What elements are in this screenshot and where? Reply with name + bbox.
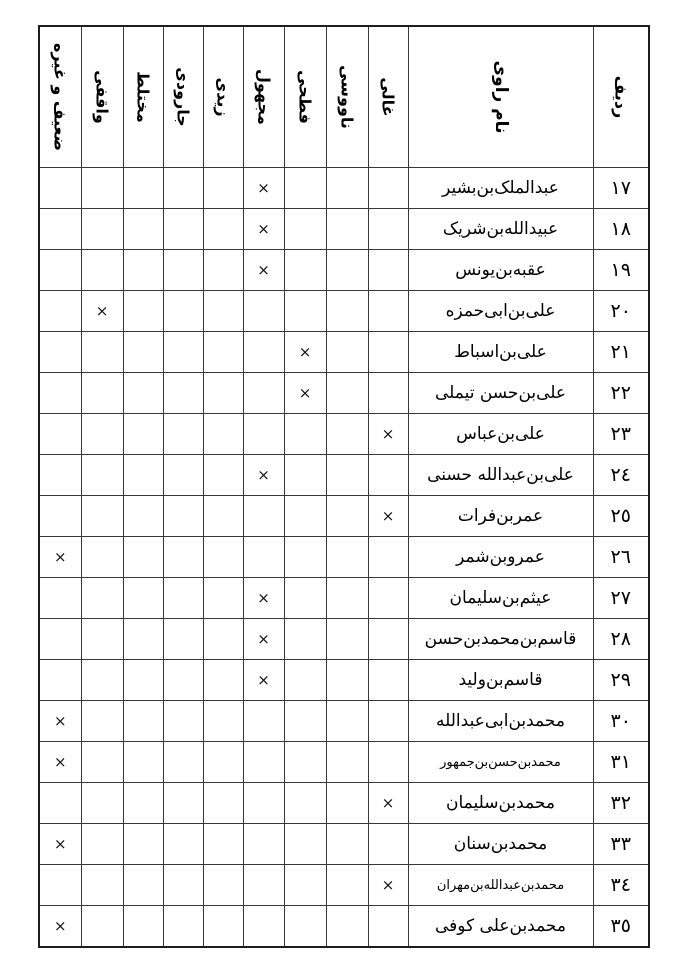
x-mark-cell: × <box>39 906 81 948</box>
row-number-cell: ٣١ <box>593 742 649 783</box>
header-row <box>39 26 649 168</box>
table-row <box>39 619 649 660</box>
empty-mark-cell <box>81 414 123 455</box>
table-row <box>39 742 649 783</box>
empty-mark-cell <box>243 824 284 865</box>
empty-mark-cell <box>203 168 243 209</box>
x-mark-cell: × <box>243 660 284 701</box>
empty-mark-cell <box>284 250 326 291</box>
narrator-name-cell: علی‌بن‌اسباط <box>408 332 593 373</box>
empty-mark-cell <box>123 168 163 209</box>
column-header-fathi-label: فطحی <box>295 70 315 124</box>
narrator-name-cell: عیثم‌بن‌سلیمان <box>408 578 593 619</box>
empty-mark-cell <box>326 660 368 701</box>
empty-mark-cell <box>39 414 81 455</box>
empty-mark-cell <box>81 701 123 742</box>
empty-mark-cell <box>243 373 284 414</box>
empty-mark-cell <box>123 332 163 373</box>
empty-mark-cell <box>123 824 163 865</box>
empty-mark-cell <box>123 783 163 824</box>
narrator-name-cell: عقبه‌بن‌یونس <box>408 250 593 291</box>
empty-mark-cell <box>284 578 326 619</box>
narrator-name-cell: محمدبن‌علی کوفی <box>408 906 593 948</box>
empty-mark-cell <box>203 824 243 865</box>
table-row <box>39 701 649 742</box>
table-row <box>39 291 649 332</box>
column-header-vaqefi <box>81 26 123 168</box>
empty-mark-cell <box>368 209 408 250</box>
empty-mark-cell <box>368 332 408 373</box>
row-number-cell: ٣٠ <box>593 701 649 742</box>
narrator-name-cell: محمدبن‌ابی‌عبدالله <box>408 701 593 742</box>
empty-mark-cell <box>39 660 81 701</box>
table-row <box>39 332 649 373</box>
narrator-name-cell: محمدبن‌عبدالله‌بن‌مهران <box>408 865 593 906</box>
empty-mark-cell <box>123 455 163 496</box>
empty-mark-cell <box>368 619 408 660</box>
table-row <box>39 209 649 250</box>
empty-mark-cell <box>81 209 123 250</box>
empty-mark-cell <box>326 291 368 332</box>
row-number-cell: ٣٣ <box>593 824 649 865</box>
empty-mark-cell <box>163 701 203 742</box>
empty-mark-cell <box>284 619 326 660</box>
empty-mark-cell <box>123 496 163 537</box>
row-number-cell: ٢٤ <box>593 455 649 496</box>
empty-mark-cell <box>203 906 243 948</box>
empty-mark-cell <box>163 578 203 619</box>
empty-mark-cell <box>203 250 243 291</box>
empty-mark-cell <box>243 332 284 373</box>
table-row <box>39 496 649 537</box>
empty-mark-cell <box>163 783 203 824</box>
x-mark-cell: × <box>368 496 408 537</box>
empty-mark-cell <box>123 742 163 783</box>
empty-mark-cell <box>81 619 123 660</box>
empty-mark-cell <box>123 373 163 414</box>
empty-mark-cell <box>284 824 326 865</box>
empty-mark-cell <box>326 619 368 660</box>
x-mark-cell: × <box>243 209 284 250</box>
narrator-name-cell: محمدبن‌سنان <box>408 824 593 865</box>
empty-mark-cell <box>163 414 203 455</box>
narrator-name-cell: علی‌بن‌ابی‌حمزه <box>408 291 593 332</box>
narrator-name-cell: قاسم‌بن‌محمدبن‌حسن <box>408 619 593 660</box>
empty-mark-cell <box>163 455 203 496</box>
empty-mark-cell <box>368 537 408 578</box>
empty-mark-cell <box>368 824 408 865</box>
empty-mark-cell <box>81 332 123 373</box>
table-row <box>39 373 649 414</box>
x-mark-cell: × <box>39 537 81 578</box>
empty-mark-cell <box>284 168 326 209</box>
column-header-zaeef-label: ضعیف و غیره <box>50 42 70 152</box>
column-header-narrator-name <box>408 26 593 168</box>
empty-mark-cell <box>81 455 123 496</box>
empty-mark-cell <box>39 865 81 906</box>
row-number-cell: ١٩ <box>593 250 649 291</box>
empty-mark-cell <box>368 455 408 496</box>
empty-mark-cell <box>284 291 326 332</box>
column-header-jarudi-label: جارودی <box>173 67 193 127</box>
x-mark-cell: × <box>39 824 81 865</box>
table-row <box>39 865 649 906</box>
empty-mark-cell <box>39 209 81 250</box>
empty-mark-cell <box>203 455 243 496</box>
empty-mark-cell <box>203 660 243 701</box>
empty-mark-cell <box>39 619 81 660</box>
x-mark-cell: × <box>243 455 284 496</box>
empty-mark-cell <box>326 578 368 619</box>
empty-mark-cell <box>284 660 326 701</box>
empty-mark-cell <box>123 906 163 948</box>
row-number-cell: ١٧ <box>593 168 649 209</box>
empty-mark-cell <box>163 660 203 701</box>
column-header-ghali-label: غالی <box>378 77 398 117</box>
column-header-vaqefi-label: واقفی <box>92 70 112 124</box>
column-header-zaydi <box>203 26 243 168</box>
empty-mark-cell <box>326 250 368 291</box>
empty-mark-cell <box>123 537 163 578</box>
row-number-cell: ٢٨ <box>593 619 649 660</box>
empty-mark-cell <box>203 209 243 250</box>
empty-mark-cell <box>81 865 123 906</box>
empty-mark-cell <box>163 373 203 414</box>
row-number-cell: ٣٥ <box>593 906 649 948</box>
empty-mark-cell <box>284 455 326 496</box>
x-mark-cell: × <box>284 332 326 373</box>
empty-mark-cell <box>243 496 284 537</box>
empty-mark-cell <box>326 373 368 414</box>
empty-mark-cell <box>326 496 368 537</box>
empty-mark-cell <box>203 701 243 742</box>
empty-mark-cell <box>203 865 243 906</box>
empty-mark-cell <box>243 537 284 578</box>
column-header-navusi <box>326 26 368 168</box>
empty-mark-cell <box>326 865 368 906</box>
empty-mark-cell <box>326 701 368 742</box>
empty-mark-cell <box>163 906 203 948</box>
empty-mark-cell <box>123 865 163 906</box>
row-number-cell: ٢٥ <box>593 496 649 537</box>
empty-mark-cell <box>81 168 123 209</box>
empty-mark-cell <box>243 906 284 948</box>
empty-mark-cell <box>326 824 368 865</box>
empty-mark-cell <box>163 537 203 578</box>
table-row <box>39 455 649 496</box>
empty-mark-cell <box>203 537 243 578</box>
empty-mark-cell <box>123 250 163 291</box>
x-mark-cell: × <box>243 619 284 660</box>
empty-mark-cell <box>368 250 408 291</box>
empty-mark-cell <box>39 578 81 619</box>
narrator-name-cell: عبیدالله‌بن‌شریک <box>408 209 593 250</box>
empty-mark-cell <box>326 783 368 824</box>
table-row <box>39 250 649 291</box>
x-mark-cell: × <box>39 701 81 742</box>
empty-mark-cell <box>203 496 243 537</box>
empty-mark-cell <box>203 783 243 824</box>
empty-mark-cell <box>203 373 243 414</box>
x-mark-cell: × <box>284 373 326 414</box>
empty-mark-cell <box>203 414 243 455</box>
x-mark-cell: × <box>243 250 284 291</box>
column-header-navusi-label: ناووسی <box>337 65 357 129</box>
column-header-zaydi-label: زیدی <box>213 77 233 117</box>
x-mark-cell: × <box>368 783 408 824</box>
narrator-name-cell: عمروبن‌شمر <box>408 537 593 578</box>
column-header-row-number <box>593 26 649 168</box>
empty-mark-cell <box>243 414 284 455</box>
narrator-name-cell: قاسم‌بن‌ولید <box>408 660 593 701</box>
narrator-name-cell: محمدبن‌حسن‌بن‌جمهور <box>408 742 593 783</box>
empty-mark-cell <box>368 291 408 332</box>
empty-mark-cell <box>284 906 326 948</box>
column-header-fathi <box>284 26 326 168</box>
table-row <box>39 824 649 865</box>
empty-mark-cell <box>326 906 368 948</box>
empty-mark-cell <box>39 783 81 824</box>
x-mark-cell: × <box>243 168 284 209</box>
empty-mark-cell <box>123 660 163 701</box>
empty-mark-cell <box>39 373 81 414</box>
empty-mark-cell <box>81 660 123 701</box>
empty-mark-cell <box>81 250 123 291</box>
row-number-cell: ٢١ <box>593 332 649 373</box>
row-number-cell: ٢٦ <box>593 537 649 578</box>
empty-mark-cell <box>81 824 123 865</box>
narrator-name-cell: عبدالملک‌بن‌بشیر <box>408 168 593 209</box>
empty-mark-cell <box>243 865 284 906</box>
table-body <box>39 168 649 948</box>
column-header-majhul <box>243 26 284 168</box>
empty-mark-cell <box>203 291 243 332</box>
table-row <box>39 168 649 209</box>
empty-mark-cell <box>284 496 326 537</box>
row-number-cell: ٢٩ <box>593 660 649 701</box>
empty-mark-cell <box>326 414 368 455</box>
row-number-cell: ٢٣ <box>593 414 649 455</box>
row-number-cell: ٢٧ <box>593 578 649 619</box>
empty-mark-cell <box>326 168 368 209</box>
table-row <box>39 578 649 619</box>
empty-mark-cell <box>284 865 326 906</box>
empty-mark-cell <box>123 414 163 455</box>
empty-mark-cell <box>123 619 163 660</box>
column-header-mokhtalet <box>123 26 163 168</box>
narrator-name-cell: علی‌بن‌عباس <box>408 414 593 455</box>
empty-mark-cell <box>81 783 123 824</box>
narrator-name-cell: محمدبن‌سلیمان <box>408 783 593 824</box>
empty-mark-cell <box>39 168 81 209</box>
row-number-cell: ٢٢ <box>593 373 649 414</box>
empty-mark-cell <box>243 291 284 332</box>
narrator-name-cell: عمربن‌فرات <box>408 496 593 537</box>
empty-mark-cell <box>163 168 203 209</box>
empty-mark-cell <box>368 578 408 619</box>
x-mark-cell: × <box>368 865 408 906</box>
empty-mark-cell <box>39 455 81 496</box>
empty-mark-cell <box>203 578 243 619</box>
empty-mark-cell <box>39 291 81 332</box>
empty-mark-cell <box>326 455 368 496</box>
empty-mark-cell <box>81 578 123 619</box>
column-header-majhul-label: مجهول <box>254 69 273 125</box>
empty-mark-cell <box>284 742 326 783</box>
empty-mark-cell <box>368 906 408 948</box>
column-header-zaeef <box>39 26 81 168</box>
empty-mark-cell <box>81 742 123 783</box>
empty-mark-cell <box>163 824 203 865</box>
empty-mark-cell <box>203 742 243 783</box>
empty-mark-cell <box>163 496 203 537</box>
empty-mark-cell <box>368 168 408 209</box>
empty-mark-cell <box>39 250 81 291</box>
empty-mark-cell <box>243 783 284 824</box>
empty-mark-cell <box>368 701 408 742</box>
table-row <box>39 537 649 578</box>
x-mark-cell: × <box>81 291 123 332</box>
empty-mark-cell <box>39 496 81 537</box>
table-row <box>39 414 649 455</box>
empty-mark-cell <box>163 332 203 373</box>
empty-mark-cell <box>326 209 368 250</box>
table-row <box>39 906 649 948</box>
empty-mark-cell <box>284 783 326 824</box>
empty-mark-cell <box>284 209 326 250</box>
empty-mark-cell <box>163 742 203 783</box>
row-number-cell: ٢٠ <box>593 291 649 332</box>
empty-mark-cell <box>368 660 408 701</box>
empty-mark-cell <box>284 414 326 455</box>
empty-mark-cell <box>163 619 203 660</box>
column-header-row-number-label: رديف <box>611 75 631 119</box>
column-header-ghali <box>368 26 408 168</box>
empty-mark-cell <box>203 619 243 660</box>
row-number-cell: ١٨ <box>593 209 649 250</box>
empty-mark-cell <box>284 701 326 742</box>
x-mark-cell: × <box>243 578 284 619</box>
column-header-jarudi <box>163 26 203 168</box>
empty-mark-cell <box>368 742 408 783</box>
table-row <box>39 783 649 824</box>
row-number-cell: ٣٤ <box>593 865 649 906</box>
empty-mark-cell <box>243 701 284 742</box>
empty-mark-cell <box>163 250 203 291</box>
empty-mark-cell <box>81 496 123 537</box>
empty-mark-cell <box>326 537 368 578</box>
table-row <box>39 660 649 701</box>
empty-mark-cell <box>203 332 243 373</box>
table-header <box>39 26 649 168</box>
empty-mark-cell <box>123 578 163 619</box>
empty-mark-cell <box>81 373 123 414</box>
column-header-mokhtalet-label: مختلط <box>133 71 153 123</box>
column-header-narrator-name-label: نام راوی <box>490 60 511 134</box>
empty-mark-cell <box>326 332 368 373</box>
empty-mark-cell <box>163 291 203 332</box>
empty-mark-cell <box>123 701 163 742</box>
row-number-cell: ٣٢ <box>593 783 649 824</box>
empty-mark-cell <box>163 209 203 250</box>
empty-mark-cell <box>81 906 123 948</box>
empty-mark-cell <box>284 537 326 578</box>
empty-mark-cell <box>81 537 123 578</box>
empty-mark-cell <box>39 332 81 373</box>
empty-mark-cell <box>326 742 368 783</box>
narrator-name-cell: علی‌بن‌حسن تیملی <box>408 373 593 414</box>
empty-mark-cell <box>243 742 284 783</box>
narrator-name-cell: علی‌بن‌عبدالله حسنی <box>408 455 593 496</box>
empty-mark-cell <box>123 291 163 332</box>
empty-mark-cell <box>163 865 203 906</box>
x-mark-cell: × <box>39 742 81 783</box>
empty-mark-cell <box>368 373 408 414</box>
narrator-classification-table <box>38 25 650 948</box>
empty-mark-cell <box>123 209 163 250</box>
x-mark-cell: × <box>368 414 408 455</box>
